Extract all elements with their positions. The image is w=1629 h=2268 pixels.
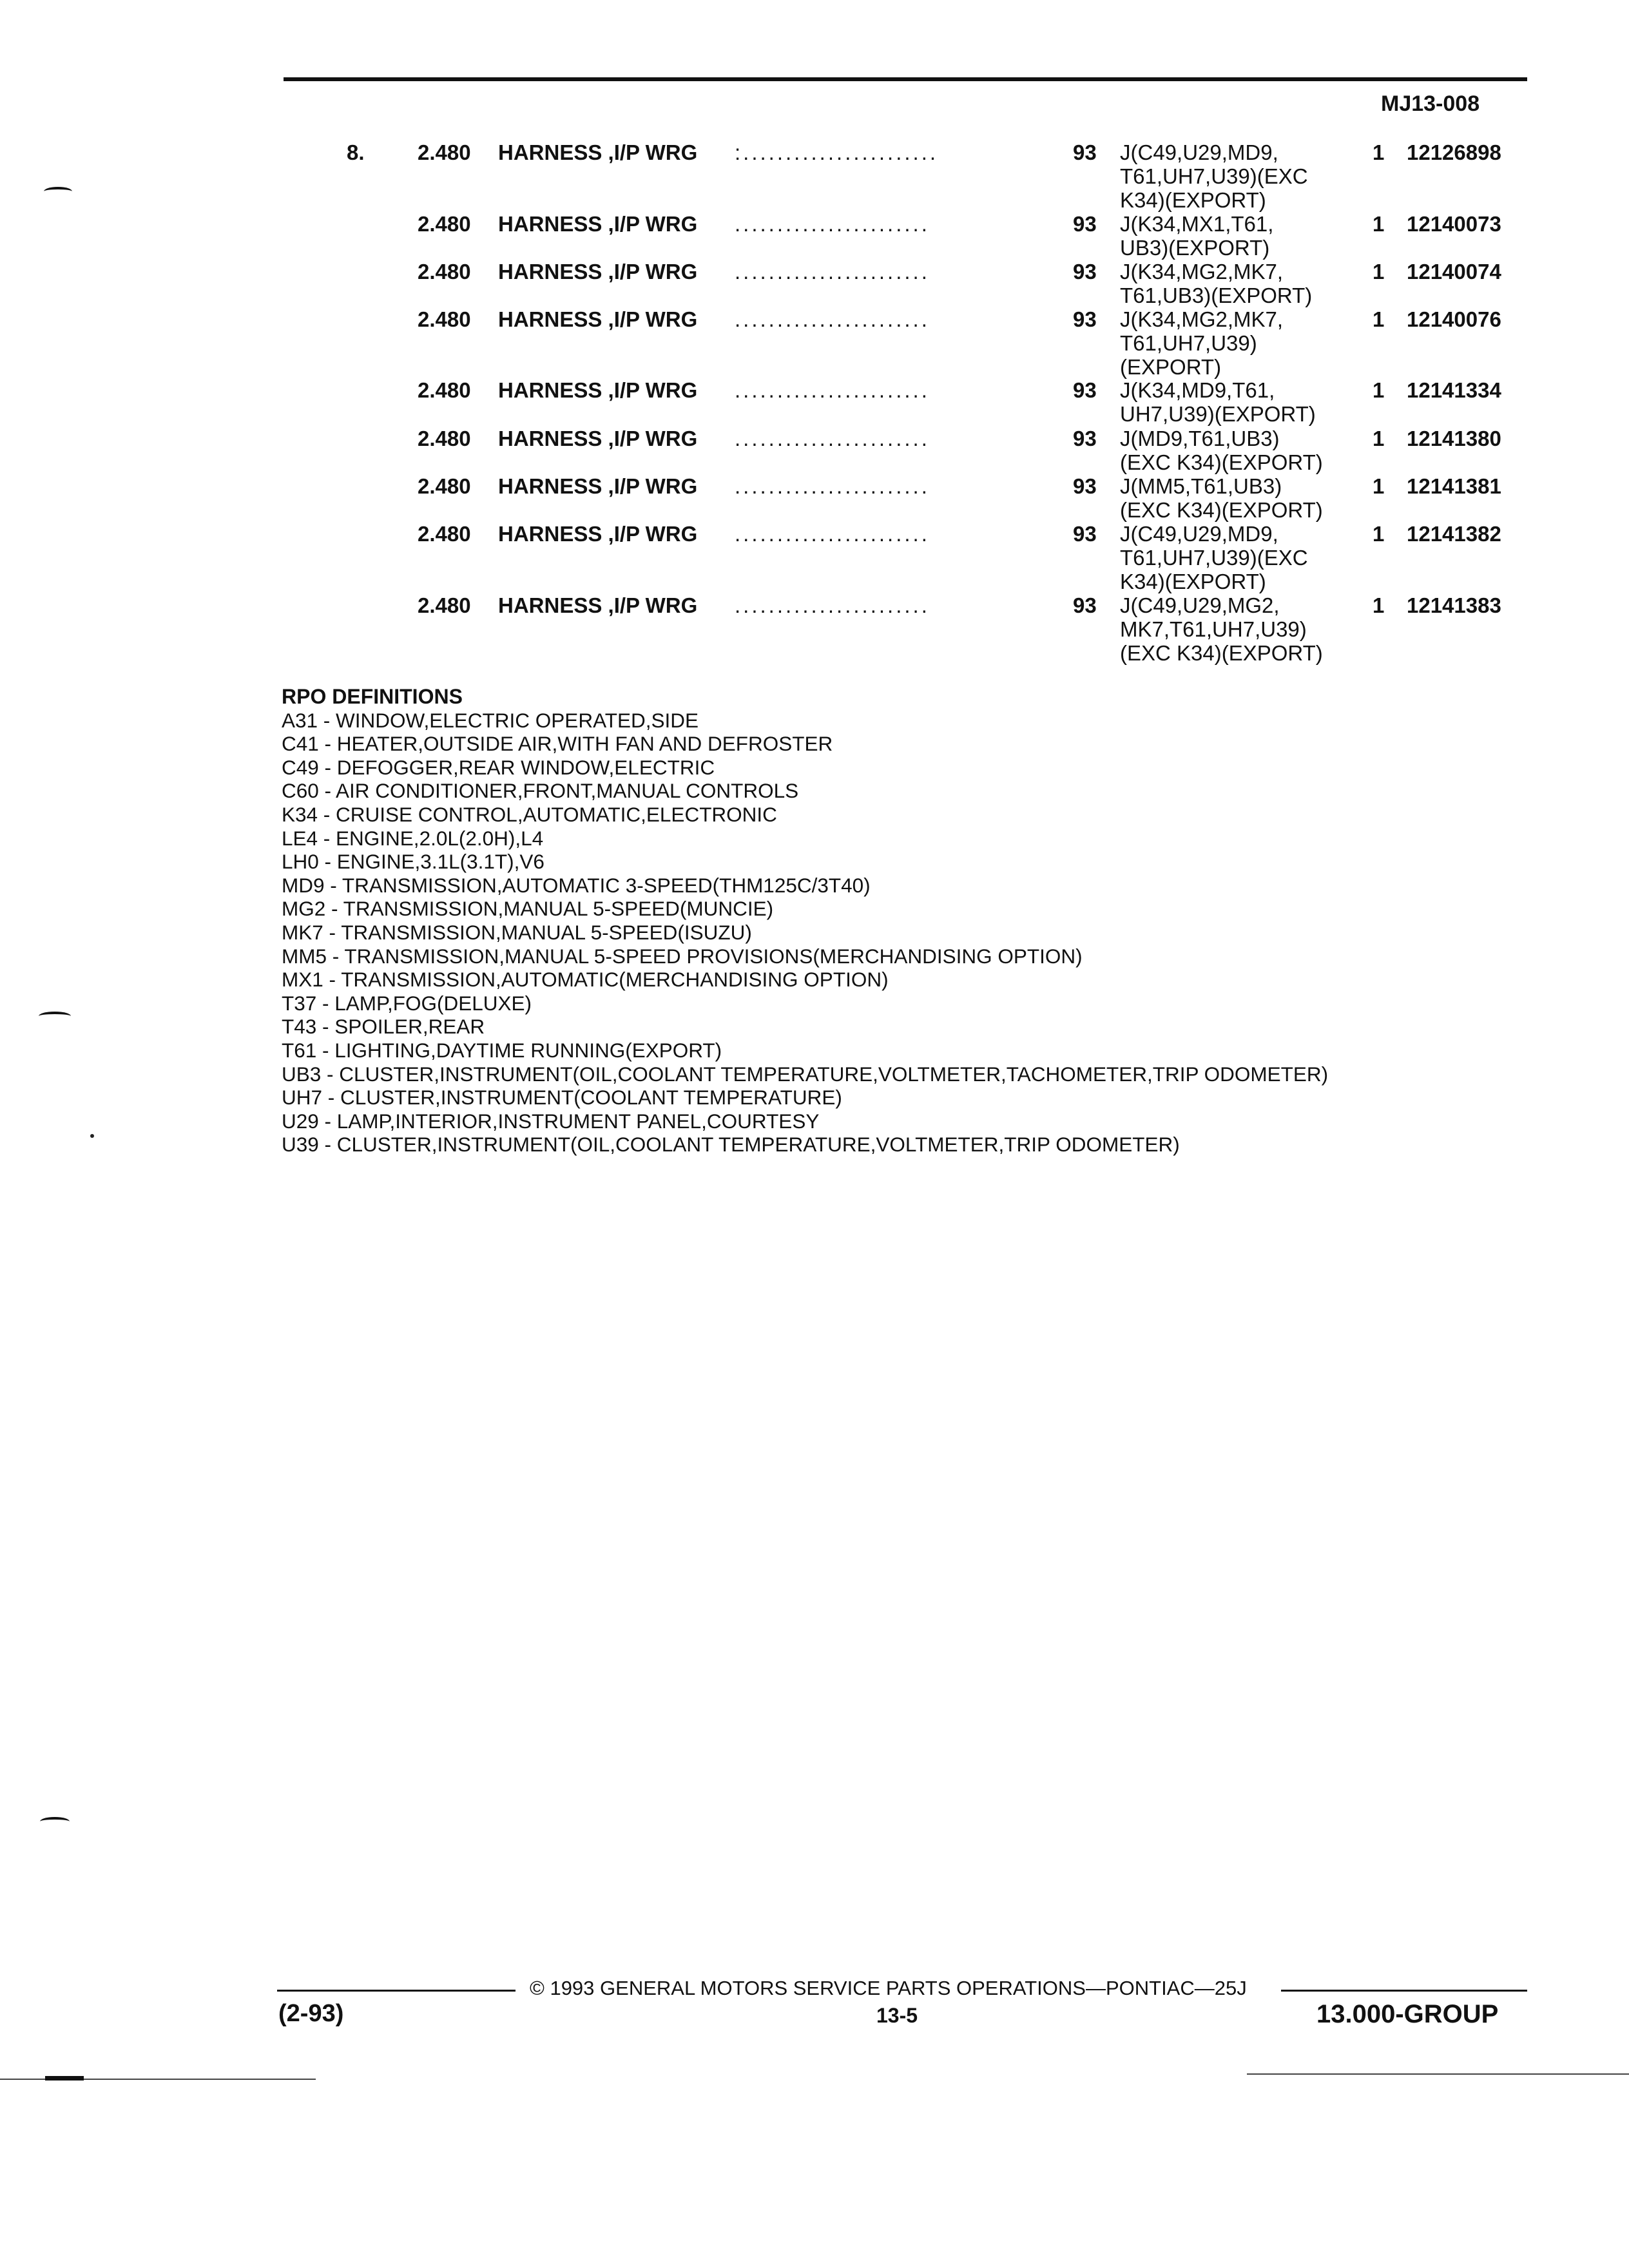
quantity: 1 [1373, 427, 1385, 450]
margin-mark [40, 1817, 70, 1826]
margin-mark [44, 187, 72, 196]
rpo-definitions [282, 685, 1328, 1157]
quantity: 1 [1373, 140, 1385, 164]
model-year: 93 [1073, 522, 1097, 546]
margin-mark [39, 1012, 71, 1021]
group-code: 2.480 [418, 474, 471, 498]
application-codes: J(K34,MX1,T61, UB3)(EXPORT) [1120, 212, 1274, 260]
application-codes: J(C49,U29,MG2, MK7,T61,UH7,U39) (EXC K34)(EXPORT) [1120, 593, 1323, 665]
application-codes: J(MM5,T61,UB3) (EXC K34)(EXPORT) [1120, 474, 1323, 522]
rpo-item: LE4 - ENGINE,2.0L(2.0H),L4 [282, 826, 544, 850]
part-number: 12141334 [1407, 378, 1501, 402]
rpo-heading: RPO DEFINITIONS [282, 685, 463, 708]
table-row [0, 522, 1629, 593]
rpo-item: UH7 - CLUSTER,INSTRUMENT(COOLANT TEMPERATURE) [282, 1086, 842, 1110]
leader-dots: ....................... [735, 427, 930, 450]
application-codes: J(MD9,T61,UB3) (EXC K34)(EXPORT) [1120, 427, 1323, 474]
rpo-item: T43 - SPOILER,REAR [282, 1015, 485, 1039]
rpo-item: MD9 - TRANSMISSION,AUTOMATIC 3-SPEED(THM125C/3T40) [282, 873, 871, 897]
rpo-item: T37 - LAMP,FOG(DELUXE) [282, 991, 532, 1015]
group-code: 2.480 [418, 427, 471, 450]
rpo-item: U29 - LAMP,INTERIOR,INSTRUMENT PANEL,COURTESY [282, 1109, 820, 1133]
part-description: HARNESS ,I/P WRG [498, 427, 698, 450]
table-row [0, 212, 1629, 260]
scan-line-right [1247, 2073, 1629, 2075]
part-description: HARNESS ,I/P WRG [498, 593, 698, 617]
part-number: 12141382 [1407, 522, 1501, 546]
rpo-list [282, 709, 1328, 1157]
application-codes: J(K34,MG2,MK7, T61,UH7,U39) (EXPORT) [1120, 307, 1284, 379]
speck [90, 1134, 94, 1138]
table-row [0, 593, 1629, 665]
application-codes: J(K34,MD9,T61, UH7,U39)(EXPORT) [1120, 378, 1316, 426]
leader-dots: ....................... [735, 378, 930, 402]
group-code: 2.480 [418, 307, 471, 331]
rpo-item: MX1 - TRANSMISSION,AUTOMATIC(MERCHANDISING OPTION) [282, 968, 889, 992]
rpo-item: MG2 - TRANSMISSION,MANUAL 5-SPEED(MUNCIE) [282, 897, 774, 921]
quantity: 1 [1373, 522, 1385, 546]
part-description: HARNESS ,I/P WRG [498, 378, 698, 402]
table-row [0, 307, 1629, 379]
application-codes: J(C49,U29,MD9, T61,UH7,U39)(EXC K34)(EXPORT) [1120, 522, 1308, 593]
model-year: 93 [1073, 212, 1097, 236]
item-number: 8. [347, 140, 365, 164]
rpo-item: MM5 - TRANSMISSION,MANUAL 5-SPEED PROVISIONS(MERCHANDISING OPTION) [282, 944, 1083, 968]
footer-rule-right [1281, 1990, 1527, 1992]
group-code: 2.480 [418, 212, 471, 236]
rpo-item: A31 - WINDOW,ELECTRIC OPERATED,SIDE [282, 708, 699, 732]
model-year: 93 [1073, 140, 1097, 164]
copyright-text: © 1993 GENERAL MOTORS SERVICE PARTS OPERATIONS—PONTIAC—25J [530, 1977, 1247, 1999]
quantity: 1 [1373, 307, 1385, 331]
table-row [0, 140, 1629, 212]
application-codes: J(K34,MG2,MK7, T61,UB3)(EXPORT) [1120, 260, 1313, 307]
page-code: MJ13-008 [1381, 91, 1480, 116]
group-code: 2.480 [418, 593, 471, 617]
table-row [0, 378, 1629, 426]
rpo-item: MK7 - TRANSMISSION,MANUAL 5-SPEED(ISUZU) [282, 920, 752, 944]
revision-date: (2-93) [278, 2000, 344, 2027]
part-description: HARNESS ,I/P WRG [498, 522, 698, 546]
leader-dots: ....................... [735, 522, 930, 546]
page-number: 13-5 [876, 2004, 918, 2027]
model-year: 93 [1073, 307, 1097, 331]
top-rule [284, 77, 1527, 81]
part-description: HARNESS ,I/P WRG [498, 474, 698, 498]
table-row [0, 474, 1629, 522]
leader-dots: ....................... [735, 474, 930, 498]
leader-dots: :....................... [735, 140, 939, 164]
model-year: 93 [1073, 260, 1097, 284]
group-code: 2.480 [418, 140, 471, 164]
table-row [0, 260, 1629, 307]
scan-mark [45, 2076, 84, 2081]
group-code: 2.480 [418, 522, 471, 546]
part-number: 12126898 [1407, 140, 1501, 164]
leader-dots: ....................... [735, 212, 930, 236]
model-year: 93 [1073, 378, 1097, 402]
leader-dots: ....................... [735, 260, 930, 284]
leader-dots: ....................... [735, 307, 930, 331]
model-year: 93 [1073, 427, 1097, 450]
part-description: HARNESS ,I/P WRG [498, 307, 698, 331]
quantity: 1 [1373, 212, 1385, 236]
part-number: 12140073 [1407, 212, 1501, 236]
quantity: 1 [1373, 474, 1385, 498]
quantity: 1 [1373, 593, 1385, 617]
part-description: HARNESS ,I/P WRG [498, 260, 698, 284]
part-number: 12141383 [1407, 593, 1501, 617]
rpo-item: K34 - CRUISE CONTROL,AUTOMATIC,ELECTRONIC [282, 802, 777, 826]
part-number: 12140076 [1407, 307, 1501, 331]
model-year: 93 [1073, 474, 1097, 498]
table-row [0, 427, 1629, 474]
rpo-item: LH0 - ENGINE,3.1L(3.1T),V6 [282, 850, 545, 874]
rpo-item: U39 - CLUSTER,INSTRUMENT(OIL,COOLANT TEMPERATURE,VOLTMETER,TRIP ODOMETER) [282, 1133, 1180, 1157]
rpo-item: UB3 - CLUSTER,INSTRUMENT(OIL,COOLANT TEMPERATURE,VOLTMETER,TACHOMETER,TRIP ODOMETER) [282, 1062, 1329, 1086]
rpo-item: C60 - AIR CONDITIONER,FRONT,MANUAL CONTROLS [282, 779, 799, 803]
part-number: 12140074 [1407, 260, 1501, 284]
rpo-item: C41 - HEATER,OUTSIDE AIR,WITH FAN AND DEFROSTER [282, 732, 833, 756]
quantity: 1 [1373, 260, 1385, 284]
quantity: 1 [1373, 378, 1385, 402]
part-description: HARNESS ,I/P WRG [498, 212, 698, 236]
part-number: 12141381 [1407, 474, 1501, 498]
group-label: 13.000-GROUP [1316, 2000, 1499, 2028]
rpo-item: C49 - DEFOGGER,REAR WINDOW,ELECTRIC [282, 755, 715, 779]
group-code: 2.480 [418, 378, 471, 402]
group-code: 2.480 [418, 260, 471, 284]
footer-rule-left [277, 1990, 516, 1992]
leader-dots: ....................... [735, 593, 930, 617]
rpo-item: T61 - LIGHTING,DAYTIME RUNNING(EXPORT) [282, 1038, 722, 1062]
application-codes: J(C49,U29,MD9, T61,UH7,U39)(EXC K34)(EXPORT) [1120, 140, 1308, 212]
part-number: 12141380 [1407, 427, 1501, 450]
model-year: 93 [1073, 593, 1097, 617]
part-description: HARNESS ,I/P WRG [498, 140, 698, 164]
